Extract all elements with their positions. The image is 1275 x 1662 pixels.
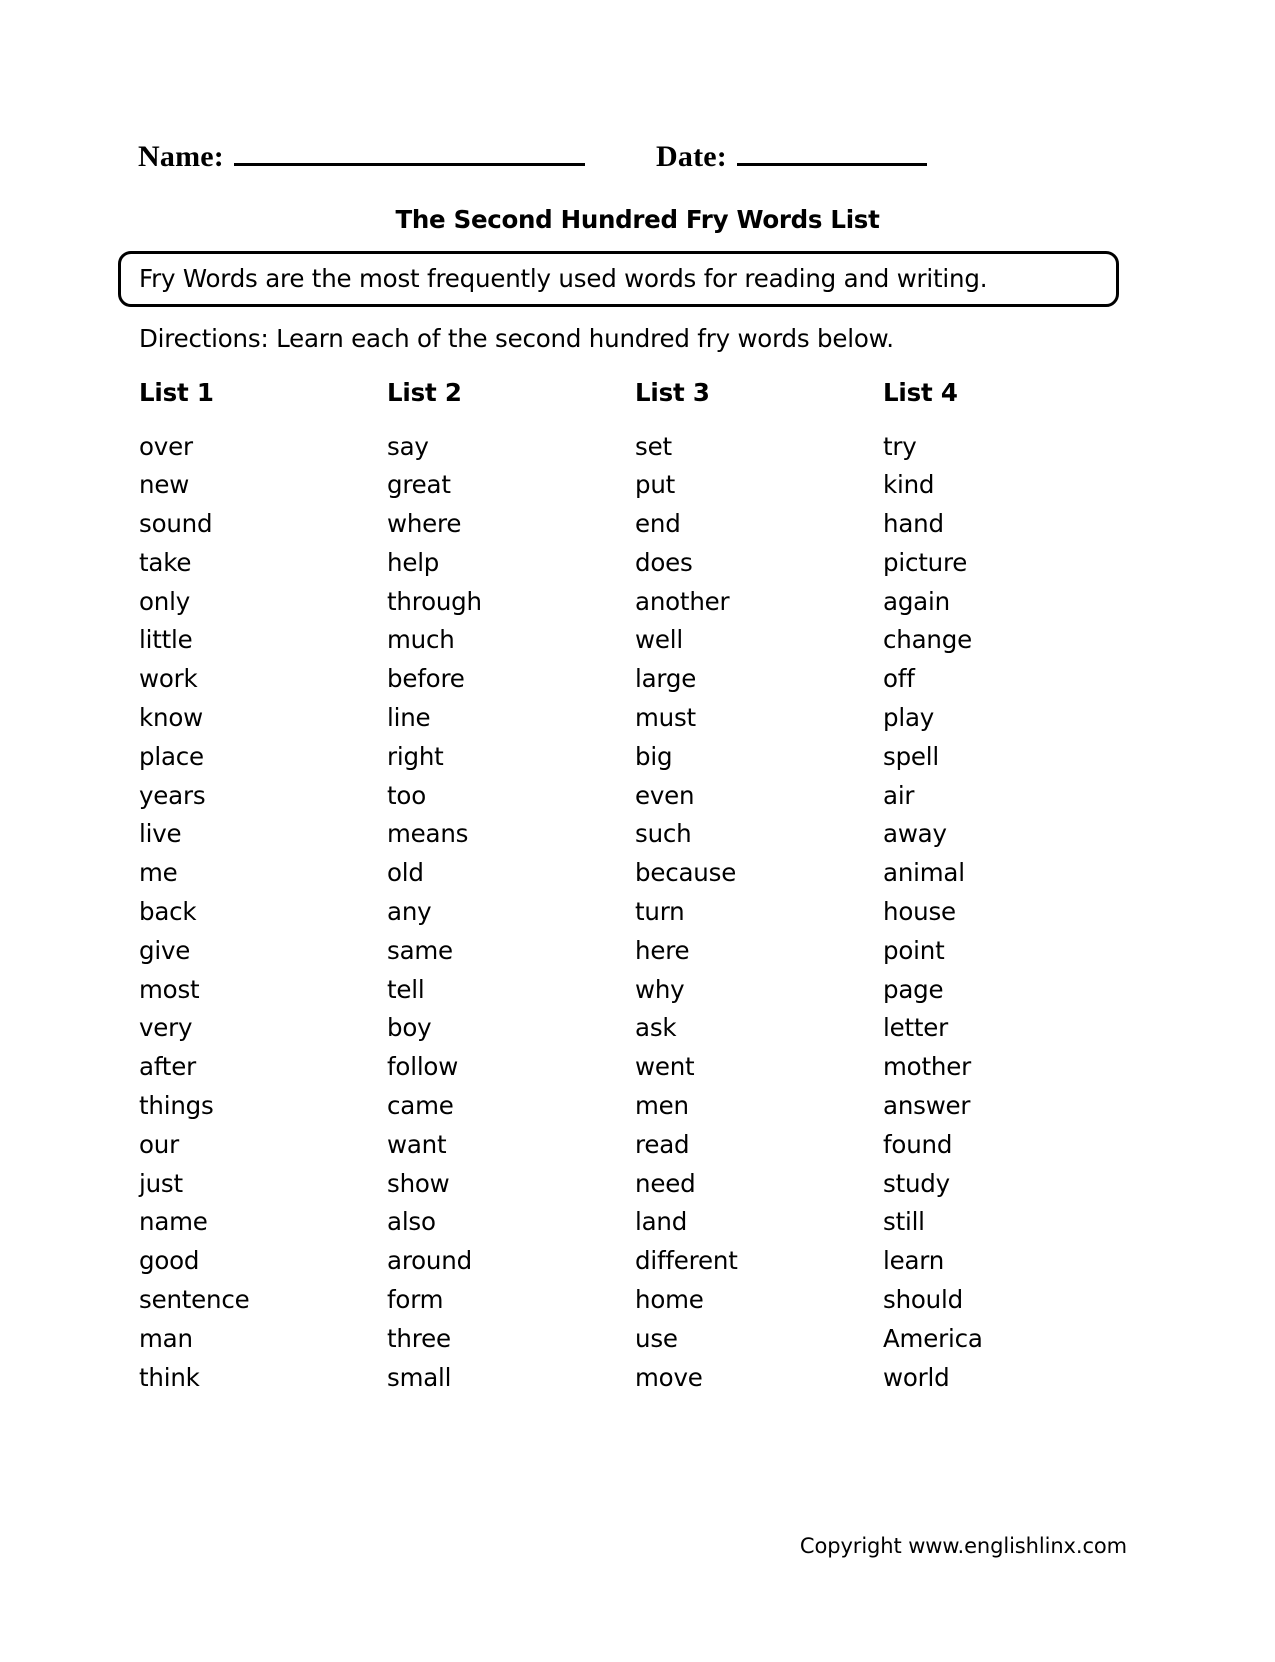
list-item: such [635, 819, 692, 849]
list-2-heading: List 2 [387, 378, 462, 407]
list-item: work [139, 664, 198, 694]
list-item: read [635, 1129, 690, 1159]
list-item: air [883, 780, 915, 810]
copyright-notice: Copyright www.englishlinx.com [799, 1534, 1127, 1558]
list-item: move [635, 1362, 703, 1392]
list-item: any [387, 897, 432, 927]
name-date-row [138, 140, 1138, 184]
list-item: should [883, 1285, 963, 1315]
list-item: over [139, 431, 193, 461]
list-item: try [883, 431, 917, 461]
list-item: house [883, 897, 956, 927]
list-item: back [139, 897, 197, 927]
list-item: after [139, 1052, 196, 1082]
list-item: off [883, 664, 915, 694]
list-item: different [635, 1246, 738, 1276]
list-item: large [635, 664, 697, 694]
list-item: good [139, 1246, 200, 1276]
list-item: away [883, 819, 947, 849]
list-item: mother [883, 1052, 971, 1082]
list-item: why [635, 974, 685, 1004]
list-item: animal [883, 858, 965, 888]
list-item: think [139, 1362, 200, 1392]
date-label: Date: [656, 140, 727, 173]
list-1-words [139, 428, 379, 1398]
list-item: me [139, 858, 178, 888]
list-item: again [883, 586, 950, 616]
list-item: set [635, 431, 672, 461]
list-item: great [387, 470, 451, 500]
list-item: found [883, 1129, 953, 1159]
list-3-words [635, 428, 875, 1398]
list-item: turn [635, 897, 685, 927]
list-item: old [387, 858, 424, 888]
list-item: still [883, 1207, 925, 1237]
list-item: letter [883, 1013, 949, 1043]
list-item: place [139, 741, 204, 771]
directions-text: Directions: Learn each of the second hundred fry words below. [139, 324, 894, 353]
list-item: land [635, 1207, 688, 1237]
list-3-heading: List 3 [635, 378, 710, 407]
list-item: years [139, 780, 206, 810]
list-item: same [387, 935, 453, 965]
list-item: went [635, 1052, 695, 1082]
list-1-heading: List 1 [139, 378, 214, 407]
date-write-line[interactable] [737, 141, 927, 166]
list-item: also [387, 1207, 436, 1237]
list-item: man [139, 1323, 193, 1353]
list-item: change [883, 625, 972, 655]
list-item: ask [635, 1013, 677, 1043]
list-item: end [635, 509, 681, 539]
list-item: use [635, 1323, 678, 1353]
list-item: means [387, 819, 469, 849]
word-list-column-1 [139, 378, 379, 1397]
list-item: men [635, 1091, 689, 1121]
list-item: give [139, 935, 191, 965]
list-item: right [387, 741, 444, 771]
list-item: new [139, 470, 190, 500]
list-item: must [635, 703, 696, 733]
list-item: world [883, 1362, 950, 1392]
list-2-words [387, 428, 627, 1398]
list-item: hand [883, 509, 944, 539]
list-item: learn [883, 1246, 945, 1276]
list-item: little [139, 625, 193, 655]
list-item: even [635, 780, 695, 810]
list-item: through [387, 586, 482, 616]
list-item: help [387, 547, 440, 577]
list-item: much [387, 625, 455, 655]
list-item: page [883, 974, 944, 1004]
list-item: very [139, 1013, 193, 1043]
list-item: here [635, 935, 690, 965]
list-item: sentence [139, 1285, 250, 1315]
list-item: know [139, 703, 203, 733]
list-item: because [635, 858, 737, 888]
callout-text: Fry Words are the most frequently used words for reading and writing. [139, 263, 988, 293]
list-item: form [387, 1285, 444, 1315]
list-4-words [883, 428, 1123, 1398]
list-item: live [139, 819, 182, 849]
list-item: sound [139, 509, 213, 539]
list-item: came [387, 1091, 454, 1121]
list-item: point [883, 935, 945, 965]
list-item: show [387, 1168, 450, 1198]
list-item: our [139, 1129, 179, 1159]
name-label: Name: [138, 140, 224, 173]
list-item: things [139, 1091, 214, 1121]
list-4-heading: List 4 [883, 378, 958, 407]
name-write-line[interactable] [234, 141, 585, 166]
list-item: another [635, 586, 730, 616]
fry-words-callout-box [118, 251, 1119, 307]
list-item: big [635, 741, 673, 771]
list-item: where [387, 509, 462, 539]
list-item: say [387, 431, 429, 461]
list-item: America [883, 1323, 983, 1353]
list-item: just [139, 1168, 183, 1198]
list-item: only [139, 586, 191, 616]
list-item: well [635, 625, 683, 655]
name-field-group [138, 140, 585, 174]
list-item: before [387, 664, 465, 694]
list-item: answer [883, 1091, 971, 1121]
list-item: follow [387, 1052, 459, 1082]
list-item: picture [883, 547, 968, 577]
list-item: small [387, 1362, 452, 1392]
word-list-column-3 [635, 378, 875, 1397]
word-list-column-2 [387, 378, 627, 1397]
list-item: study [883, 1168, 950, 1198]
list-item: three [387, 1323, 451, 1353]
list-item: play [883, 703, 935, 733]
list-item: line [387, 703, 431, 733]
page-title: The Second Hundred Fry Words List [395, 205, 880, 234]
list-item: want [387, 1129, 447, 1159]
list-item: name [139, 1207, 208, 1237]
list-item: kind [883, 470, 935, 500]
list-item: spell [883, 741, 940, 771]
list-item: too [387, 780, 426, 810]
list-item: around [387, 1246, 472, 1276]
list-item: does [635, 547, 693, 577]
list-item: take [139, 547, 192, 577]
list-item: most [139, 974, 200, 1004]
list-item: need [635, 1168, 696, 1198]
list-item: tell [387, 974, 425, 1004]
word-list-column-4 [883, 378, 1123, 1397]
list-item: boy [387, 1013, 432, 1043]
date-field-group [656, 140, 927, 174]
list-item: home [635, 1285, 704, 1315]
list-item: put [635, 470, 676, 500]
